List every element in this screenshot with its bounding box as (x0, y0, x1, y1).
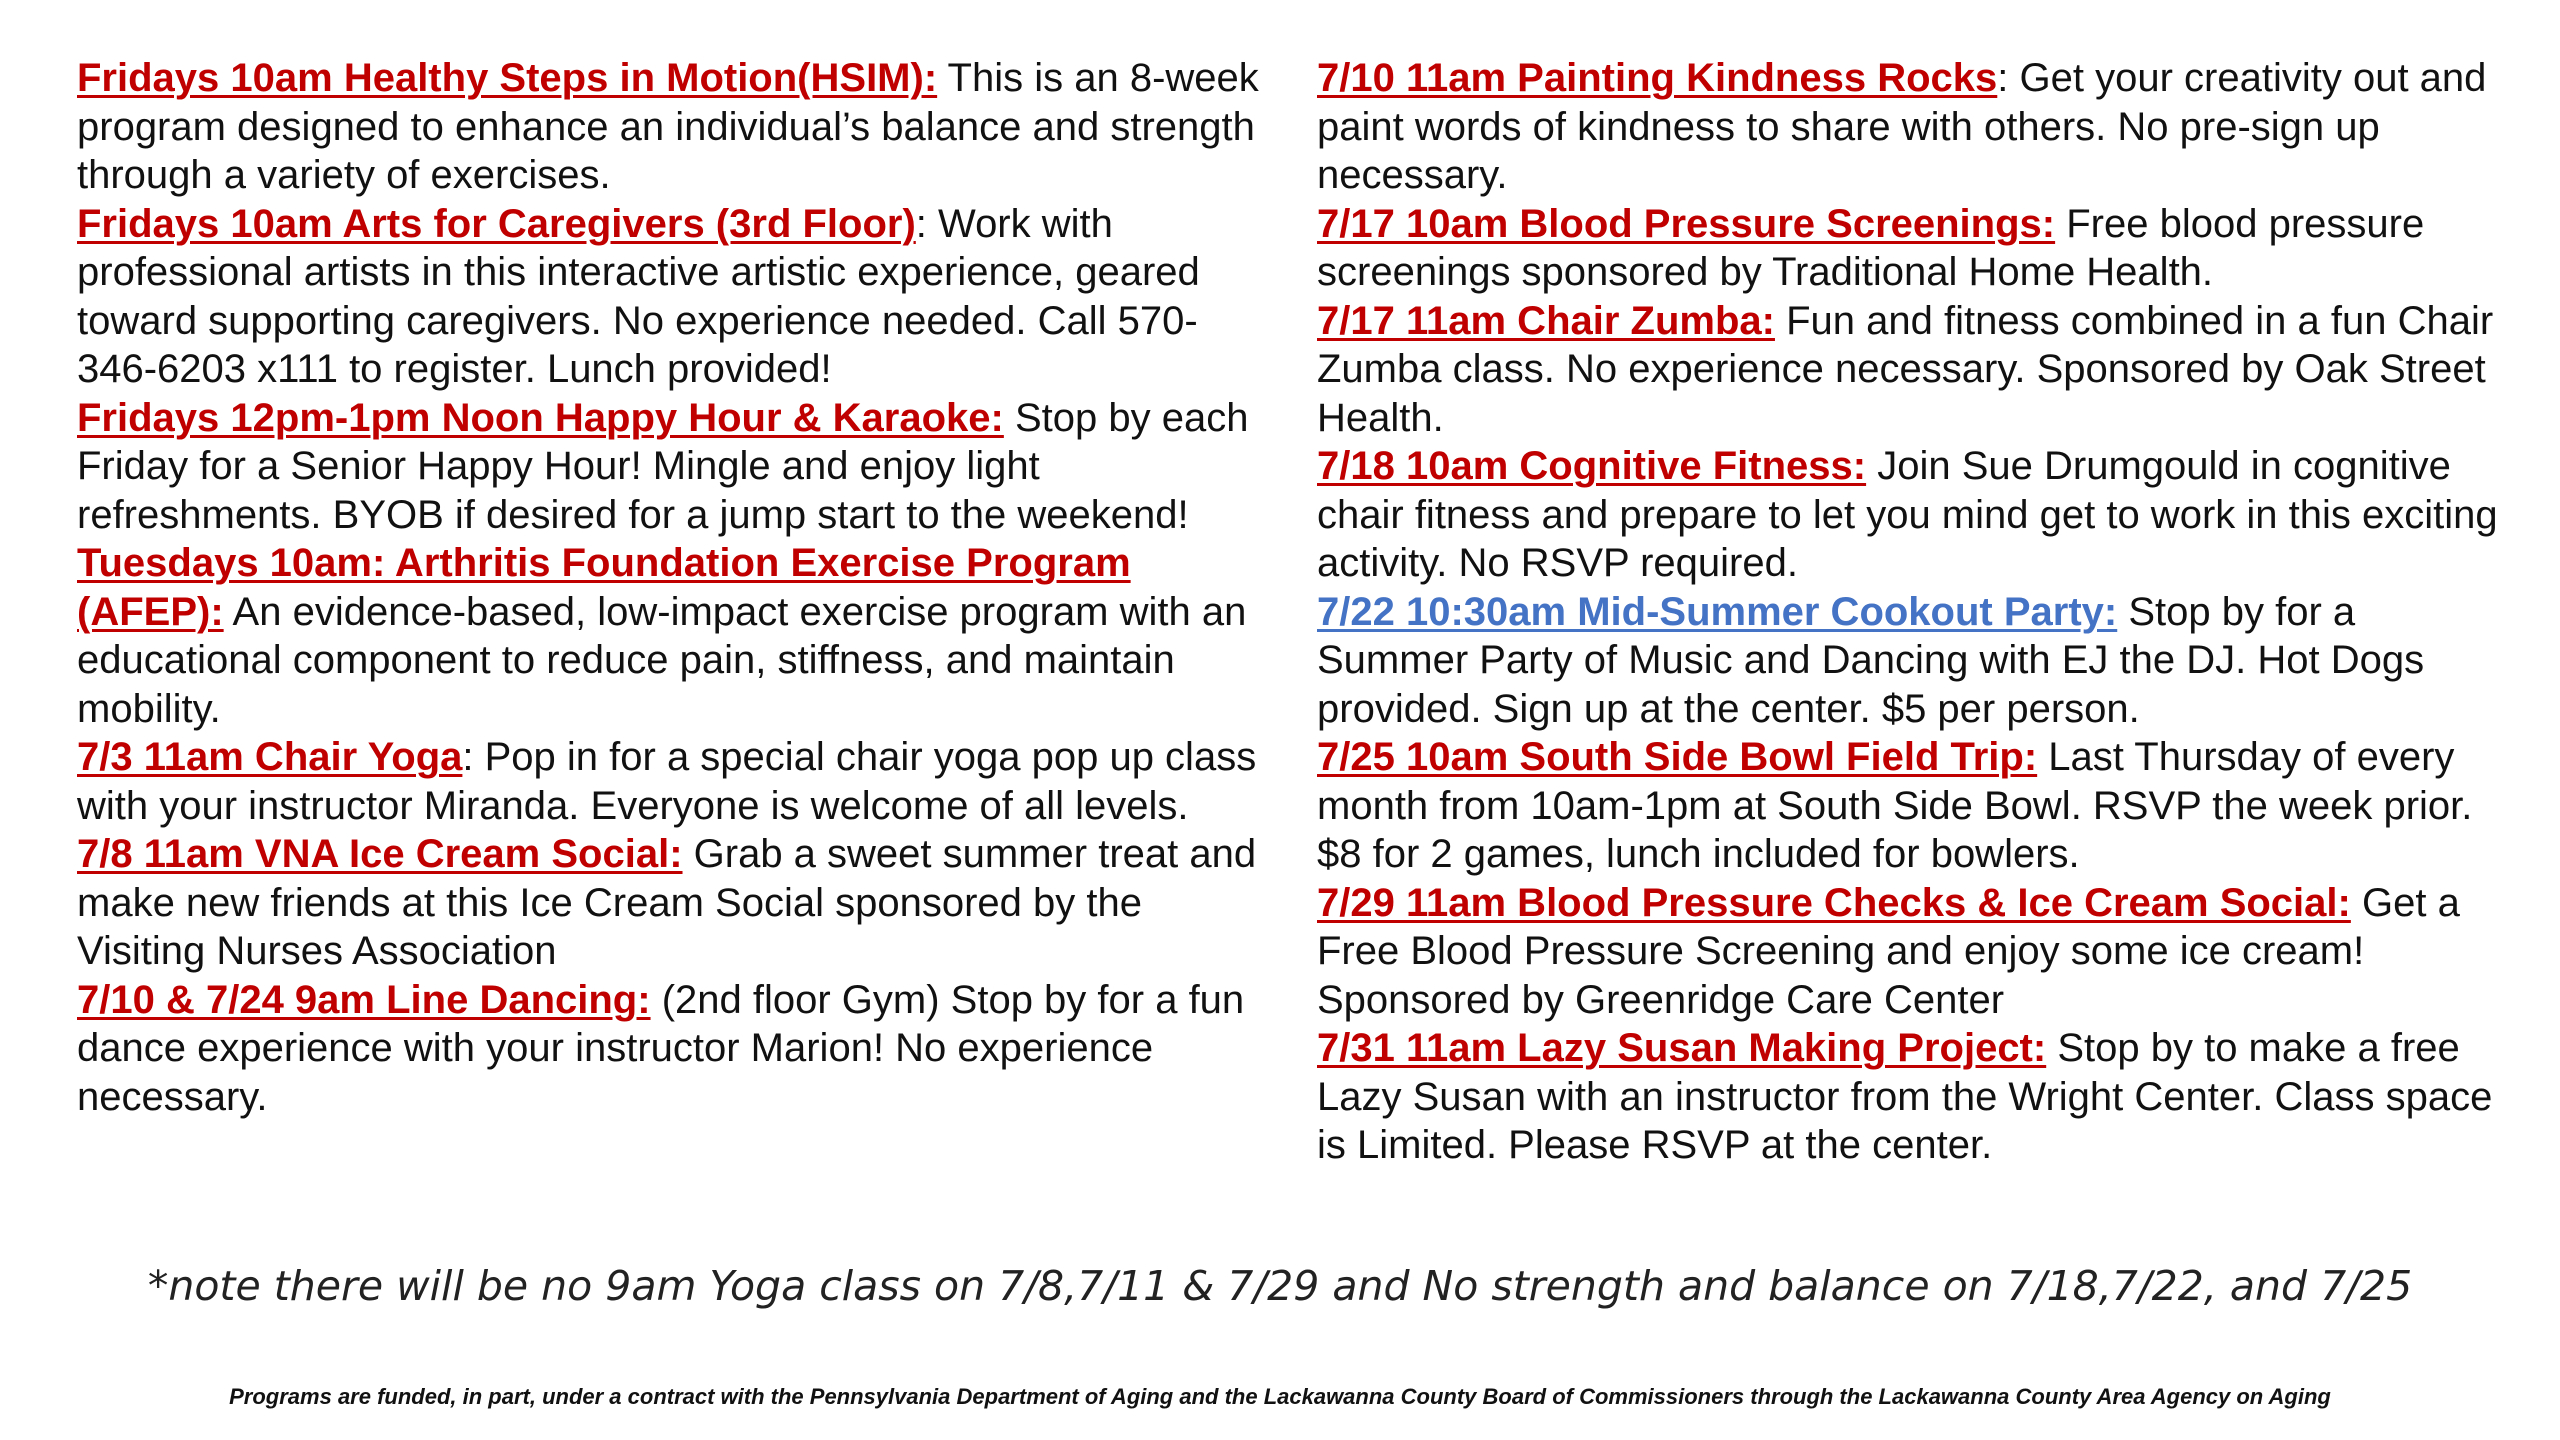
event-title: 7/31 11am Lazy Susan Making Project: (1317, 1026, 2047, 1070)
event-separator (2055, 202, 2066, 246)
schedule-note: *note there will be no 9am Yoga class on 7/8,7/11 & 7/29 and No strength and balance on 7/18,7/22, and 7/25 (147, 1262, 2413, 1310)
event-separator (1004, 396, 1015, 440)
event-title: 7/17 10am Blood Pressure Screenings: (1317, 201, 2056, 246)
event-description: An evidence-based, low-impact exercise program with an educational component to reduce pain, stiffness, and maintain mobility. (77, 589, 1247, 731)
event-description: Fun and fitness combined in a fun Chair Zumba class. No experience necessary. Sponsored by Oak Street Health. (1317, 298, 2494, 440)
event-entry (77, 976, 1277, 1122)
event-description: Join Sue Drumgould in cognitive chair fitness and prepare to let you mind get to work in this exciting activity. No RSVP required. (1317, 444, 2498, 585)
event-description: (2nd floor Gym) Stop by for a fun dance experience with your instructor Marion! No experience necessary. (77, 977, 1245, 1119)
event-title: 7/29 11am Blood Pressure Checks & Ice Cream Social: (1317, 880, 2351, 925)
event-separator (1775, 299, 1786, 343)
event-description: Last Thursday of every month from 10am-1pm at South Side Bowl. RSVP the week prior. $8 for 2 games, lunch included for bowlers. (1317, 735, 2473, 876)
event-title: Fridays 12pm-1pm Noon Happy Hour & Karaoke: (77, 395, 1004, 440)
event-description: Get your creativity out and paint words of kindness to share with others. No pre-sign up necessary. (1317, 56, 2487, 197)
event-entry (1317, 442, 2517, 588)
event-entry (77, 733, 1277, 830)
event-description: Stop by to make a free Lazy Susan with an instructor from the Wright Center. Class space is Limited. Please RSVP at the center. (1317, 1026, 2493, 1167)
event-entry (77, 830, 1277, 976)
event-description: Stop by for a Summer Party of Music and Dancing with EJ the DJ. Hot Dogs provided. Sign up at the center. $5 per person. (1317, 589, 2425, 731)
event-separator (683, 832, 694, 876)
event-title: 7/17 11am Chair Zumba: (1317, 298, 1775, 343)
event-description: Stop by each Friday for a Senior Happy Hour! Mingle and enjoy light refreshments. BYOB if desired for a jump start to the weekend! (77, 395, 1249, 537)
event-separator: : (462, 735, 485, 779)
event-title: 7/10 & 7/24 9am Line Dancing: (77, 977, 651, 1022)
event-description: Get a Free Blood Pressure Screening and enjoy some ice cream! Sponsored by Greenridge Care Center (1317, 880, 2460, 1022)
event-title: Fridays 10am Healthy Steps in Motion(HSIM): (77, 56, 938, 100)
event-separator (2046, 1026, 2057, 1070)
event-separator (224, 590, 233, 634)
event-description: Pop in for a special chair yoga pop up class with your instructor Miranda. Everyone is welcome of all levels. (77, 735, 1257, 828)
event-entry (77, 539, 1277, 733)
funding-disclaimer: Programs are funded, in part, under a contract with the Pennsylvania Department of Aging and the Lackawanna County Board of Commissioners through the Lackawanna County Area Agency on Aging (229, 1384, 2331, 1409)
event-entry (1317, 54, 2517, 200)
event-title: 7/10 11am Painting Kindness Rocks (1317, 56, 1998, 100)
event-separator (2117, 590, 2128, 634)
event-description: This is an 8-week program designed to enhance an individual’s balance and strength through a variety of exercises. (77, 56, 1259, 197)
event-title: Tuesdays 10am: Arthritis Foundation Exercise Program (AFEP): (77, 541, 1131, 634)
event-columns (77, 54, 2517, 1170)
event-separator (1866, 444, 1877, 488)
left-column (77, 54, 1277, 1170)
event-entry (1317, 297, 2517, 443)
event-description: Free blood pressure screenings sponsored by Traditional Home Health. (1317, 201, 2425, 294)
event-title: 7/25 10am South Side Bowl Field Trip: (1317, 735, 2038, 779)
event-title: 7/22 10:30am Mid-Summer Cookout Party: (1317, 589, 2118, 634)
event-entry (1317, 1024, 2517, 1170)
event-entry (77, 54, 1277, 200)
event-separator: : (915, 201, 939, 246)
event-title: 7/8 11am VNA Ice Cream Social: (77, 832, 683, 876)
event-entry (1317, 879, 2517, 1025)
event-entry (1317, 733, 2517, 879)
event-title: 7/18 10am Cognitive Fitness: (1317, 444, 1867, 488)
event-entry (77, 394, 1277, 540)
event-description: Grab a sweet summer treat and make new friends at this Ice Cream Social sponsored by the Visiting Nurses Association (77, 832, 1257, 973)
right-column (1317, 54, 2517, 1170)
event-separator: : (1997, 56, 2020, 100)
event-separator (937, 56, 947, 100)
event-entry (77, 200, 1277, 394)
event-title: Fridays 10am Arts for Caregivers (3rd Floor) (77, 201, 916, 246)
event-entry (1317, 200, 2517, 297)
event-separator (2037, 735, 2048, 779)
event-description: Work with professional artists in this interactive artistic experience, geared toward supporting caregivers. No experience needed. Call 570-346-6203 x111 to register. Lunch provided! (77, 201, 1200, 391)
event-entry (1317, 588, 2517, 734)
event-separator (2351, 881, 2362, 925)
event-title: 7/3 11am Chair Yoga (77, 735, 463, 779)
event-separator (651, 978, 662, 1022)
